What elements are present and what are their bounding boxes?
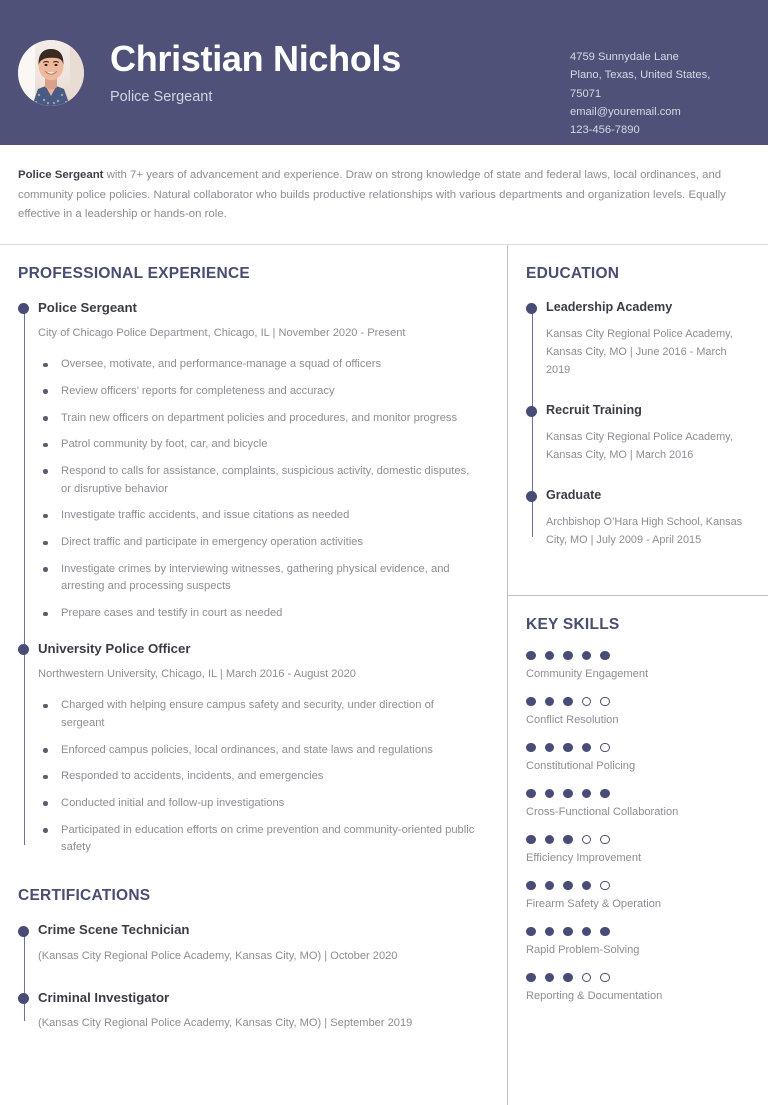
timeline-item xyxy=(38,922,479,965)
skill-dot-filled xyxy=(563,697,573,707)
skill-dot-filled xyxy=(582,927,592,937)
skills-section xyxy=(508,596,768,1027)
skill-dot-filled xyxy=(563,743,573,753)
contact-email[interactable]: email@youremail.com xyxy=(570,105,681,118)
skill-item xyxy=(526,789,750,821)
timeline-item-title: Recruit Training xyxy=(546,402,642,417)
bullet-item: Review officers’ reports for completeness and accuracy xyxy=(38,383,479,401)
certifications-timeline xyxy=(18,922,479,1033)
bullet-item: Investigate crimes by interviewing witnesses, gathering physical evidence, and arresting and processing suspects xyxy=(38,561,479,596)
skill-dot-filled xyxy=(526,927,536,937)
skill-dot-filled xyxy=(526,973,536,983)
bullet-item: Responded to accidents, incidents, and emergencies xyxy=(38,768,479,786)
timeline-item-bullets xyxy=(38,697,479,857)
skill-name: Rapid Problem-Solving xyxy=(526,944,640,957)
skill-dot-filled xyxy=(526,743,536,753)
summary-text: with 7+ years of advancement and experience. Draw on strong knowledge of state and federal laws, local ordinances, and community police policies. Natural collaborator who builds productive relationships with various departments and organization levels. Equally effective in a leadership or hands-on role. xyxy=(18,169,726,221)
skill-dot-empty xyxy=(582,973,592,983)
resume-header xyxy=(0,0,768,145)
skill-dot-filled xyxy=(582,789,592,799)
skill-name: Conflict Resolution xyxy=(526,714,619,727)
skill-dot-empty xyxy=(582,835,592,845)
timeline-item-title: University Police Officer xyxy=(38,640,191,656)
skill-dot-filled xyxy=(582,651,592,661)
skill-dot-filled xyxy=(563,927,573,937)
section-title-skills: KEY SKILLS xyxy=(526,615,620,633)
skill-name: Constitutional Policing xyxy=(526,760,636,773)
skill-dot-filled xyxy=(545,927,555,937)
skill-rating xyxy=(526,881,750,891)
skill-item xyxy=(526,835,750,867)
bullet-item: Investigate traffic accidents, and issue citations as needed xyxy=(38,507,479,525)
skill-dot-filled xyxy=(563,835,573,845)
profile-photo-icon xyxy=(18,40,84,106)
skill-dot-filled xyxy=(545,651,555,661)
bullet-item: Respond to calls for assistance, complaints, suspicious activity, domestic disputes, or disruptive behavior xyxy=(38,463,479,498)
timeline-item-meta: City of Chicago Police Department, Chicago, IL | November 2020 - Present xyxy=(38,327,406,340)
timeline-item xyxy=(546,300,750,379)
timeline-item xyxy=(38,641,479,857)
timeline-item-meta: Northwestern University, Chicago, IL | March 2016 - August 2020 xyxy=(38,668,356,681)
timeline-item-bullets xyxy=(38,356,479,623)
skill-name: Community Engagement xyxy=(526,668,649,681)
summary-lead: Police Sergeant xyxy=(18,169,104,181)
skill-item xyxy=(526,927,750,959)
skill-dot-filled xyxy=(526,881,536,891)
skill-dot-filled xyxy=(600,651,610,661)
skill-dot-filled xyxy=(563,973,573,983)
skill-dot-filled xyxy=(545,789,555,799)
skill-dot-empty xyxy=(600,743,610,753)
timeline-item-meta: Kansas City Regional Police Academy, Kansas City, MO | June 2016 - March 2019 xyxy=(546,327,733,376)
skill-dot-filled xyxy=(545,697,555,707)
bullet-item: Charged with helping ensure campus safety and security, under direction of sergeant xyxy=(38,697,479,732)
timeline-item xyxy=(546,403,750,464)
skill-dot-filled xyxy=(563,651,573,661)
bullet-item: Patrol community by foot, car, and bicycle xyxy=(38,436,479,454)
skill-item xyxy=(526,651,750,683)
timeline-item xyxy=(38,300,479,623)
skill-dot-filled xyxy=(526,697,536,707)
bullet-item: Participated in education efforts on crime prevention and community-oriented public safety xyxy=(38,822,479,857)
skill-dot-filled xyxy=(526,789,536,799)
skill-dot-filled xyxy=(545,973,555,983)
skill-dot-filled xyxy=(563,789,573,799)
name-block xyxy=(110,37,570,106)
skills-list xyxy=(526,651,750,1005)
header-job-title: Police Sergeant xyxy=(110,89,213,106)
timeline-item-title: Crime Scene Technician xyxy=(38,922,190,938)
skill-dot-filled xyxy=(600,927,610,937)
bullet-item: Direct traffic and participate in emergency operation activities xyxy=(38,534,479,552)
education-timeline xyxy=(526,300,750,549)
skill-item xyxy=(526,697,750,729)
timeline-item xyxy=(38,990,479,1033)
timeline-item-meta: Archbishop O’Hara High School, Kansas City, MO | July 2009 - April 2015 xyxy=(546,515,743,546)
skill-dot-filled xyxy=(545,835,555,845)
contact-phone[interactable]: 123-456-7890 xyxy=(570,124,640,136)
skill-dot-filled xyxy=(545,743,555,753)
page-title: Christian Nichols xyxy=(110,37,401,79)
skill-name: Reporting & Documentation xyxy=(526,990,663,1003)
skill-rating xyxy=(526,835,750,845)
resume-body xyxy=(0,245,768,1105)
skill-name: Cross-Functional Collaboration xyxy=(526,806,679,819)
contact-address-line2: Plano, Texas, United States, xyxy=(570,69,711,82)
skill-item xyxy=(526,743,750,775)
skill-dot-filled xyxy=(563,881,573,891)
skill-rating xyxy=(526,789,750,799)
skill-item xyxy=(526,973,750,1005)
timeline-item-title: Police Sergeant xyxy=(38,299,137,315)
timeline-item-title: Leadership Academy xyxy=(546,299,673,314)
skill-dot-filled xyxy=(582,881,592,891)
right-column xyxy=(508,245,768,1105)
skill-dot-filled xyxy=(582,743,592,753)
education-section xyxy=(508,245,768,596)
skill-item xyxy=(526,881,750,913)
experience-timeline xyxy=(18,300,479,857)
contact-address-line1: 4759 Sunnydale Lane xyxy=(570,51,679,63)
skill-rating xyxy=(526,973,750,983)
skill-rating xyxy=(526,651,750,661)
skill-dot-filled xyxy=(526,835,536,845)
skill-dot-filled xyxy=(600,789,610,799)
skill-rating xyxy=(526,743,750,753)
bullet-item: Train new officers on department policies and procedures, and monitor progress xyxy=(38,410,479,428)
timeline-item-meta: Kansas City Regional Police Academy, Kansas City, MO | March 2016 xyxy=(546,430,733,461)
skill-name: Firearm Safety & Operation xyxy=(526,898,662,911)
professional-summary xyxy=(0,145,768,245)
section-title-education: EDUCATION xyxy=(526,264,620,282)
skill-dot-empty xyxy=(600,881,610,891)
skill-dot-empty xyxy=(582,697,592,707)
skill-rating xyxy=(526,927,750,937)
skill-rating xyxy=(526,697,750,707)
timeline-item-title: Criminal Investigator xyxy=(38,989,170,1005)
bullet-item: Enforced campus policies, local ordinances, and state laws and regulations xyxy=(38,742,479,760)
section-title-certifications: CERTIFICATIONS xyxy=(18,887,151,905)
skill-dot-empty xyxy=(600,697,610,707)
timeline-item-meta: (Kansas City Regional Police Academy, Kansas City, MO) | October 2020 xyxy=(38,949,398,962)
skill-dot-filled xyxy=(526,651,536,661)
bullet-item: Oversee, motivate, and performance-manage a squad of officers xyxy=(38,356,479,374)
skill-dot-empty xyxy=(600,973,610,983)
timeline-item-title: Graduate xyxy=(546,487,602,502)
skill-name: Efficiency Improvement xyxy=(526,852,642,865)
timeline-item xyxy=(546,488,750,549)
skill-dot-filled xyxy=(545,881,555,891)
contact-address-line3: 75071 xyxy=(570,87,602,100)
skill-dot-empty xyxy=(600,835,610,845)
timeline-item-meta: (Kansas City Regional Police Academy, Kansas City, MO) | September 2019 xyxy=(38,1017,413,1030)
bullet-item: Prepare cases and testify in court as needed xyxy=(38,605,479,623)
contact-info xyxy=(570,48,746,139)
section-title-experience: PROFESSIONAL EXPERIENCE xyxy=(18,264,250,282)
avatar xyxy=(18,40,84,106)
left-column xyxy=(0,245,508,1105)
bullet-item: Conducted initial and follow-up investigations xyxy=(38,795,479,813)
